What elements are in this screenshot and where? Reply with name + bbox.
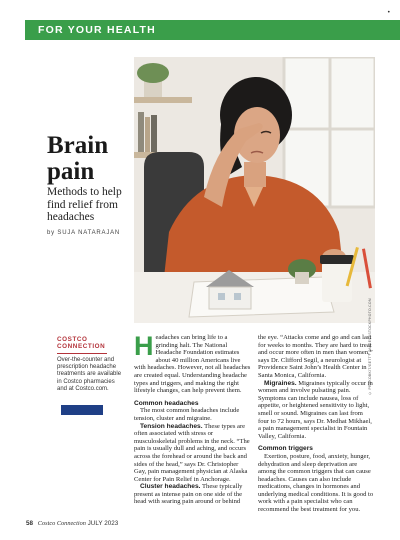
article-column-1 [134, 331, 251, 506]
migraine-paragraph [258, 380, 375, 441]
page-number: 58 [26, 520, 34, 527]
article-subtitle: Methods to help find relief from headaches [47, 186, 122, 223]
section-banner-label: FOR YOUR HEALTH [38, 24, 156, 36]
migraine-label: Migraines. [264, 379, 297, 387]
article-title-line-1: Brain [47, 132, 109, 159]
intro-paragraph [134, 331, 251, 395]
section-banner [25, 20, 400, 40]
woman-with-headache-illustration [134, 57, 375, 323]
article-byline: by SUJA NATARAJAN [47, 230, 121, 236]
article-column-2 [258, 334, 375, 514]
triggers-paragraph: Exertion, posture, food, anxiety, hunger, dehydration and sleep deprivation are among the common triggers that can cause headaches. Causes can also include medications, changes in hormones and underlying medical conditions. It is good to work with a pain specialist who can recommend the best treatment for you. [258, 452, 374, 514]
migraine-text: Migraines typically occur in women and involve pulsating pain. Symptoms can include nausea, loss of appetite, or heightened sensitivity to light, smell or sound. Migraines can last from four to 72 hours, says Dr. Medhat Mikhael, a pain management specialist in Fountain Valley, California. [258, 379, 373, 440]
photo-credit: © PRAKOBKIT/GETTY IMAGES/ISTOCKPHOTO.COM [368, 298, 372, 396]
sidebar-body: Over-the-counter and prescription headache treatments are available in Costco pharmacies and at Costco.com. [57, 356, 122, 392]
cluster-text: These typically present as intense pain on one side of the head with searing pain around or behind [134, 483, 243, 506]
sidebar-title [57, 336, 125, 351]
common-intro-paragraph: The most common headaches include tension, cluster and migraine. [134, 407, 240, 422]
common-headaches-heading: Common headaches [134, 399, 199, 407]
tension-text: These types are often associated with stress or musculoskeletal problems in the neck. “The pain is usually dull and aching, and occurs across the forehead or around the back and sides of the head,” says Dr. Christopher Gay, pain management physician at Alaska Center for Pain Relief in Anchorage. [134, 422, 250, 483]
issue-date: JULY 2023 [87, 520, 119, 527]
article-title-line-2: pain [47, 158, 95, 185]
article-title [47, 133, 108, 185]
costco-connection-sidebar [57, 336, 125, 393]
sidebar-title-line-2: CONNECTION [57, 343, 106, 351]
tension-label: Tension headaches. [140, 422, 203, 430]
publication-name: Costco Connection [37, 520, 86, 527]
intro-text: eadaches can bring life to a grinding halt. The National Headache Foundation estimates about 40 million Americans live with headaches. However, not all headaches are created equal. Understanding headache types and triggers, and making the right lifestyle changes, can help prevent them. [134, 334, 251, 395]
sidebar-rule [57, 353, 107, 354]
sidebar-color-bar [61, 405, 103, 415]
dropcap: H [134, 331, 154, 361]
sidebar-title-line-1: COSTCO [57, 336, 88, 343]
cluster-label: Cluster headaches. [140, 483, 201, 491]
article-photo [134, 57, 375, 323]
tension-paragraph [134, 423, 251, 484]
page-footer [26, 520, 118, 527]
cluster-paragraph [134, 483, 251, 506]
cluster-continued-paragraph: the eye. “Attacks come and go and can last for weeks to months. They are hard to treat and occur more often in men than women,” says Dr. Clifford Segil, a neurologist at Providence Saint John’s Health Center in Santa Monica, California. [258, 334, 373, 379]
common-triggers-heading: Common triggers [258, 445, 313, 453]
corner-mark: • [387, 9, 391, 16]
